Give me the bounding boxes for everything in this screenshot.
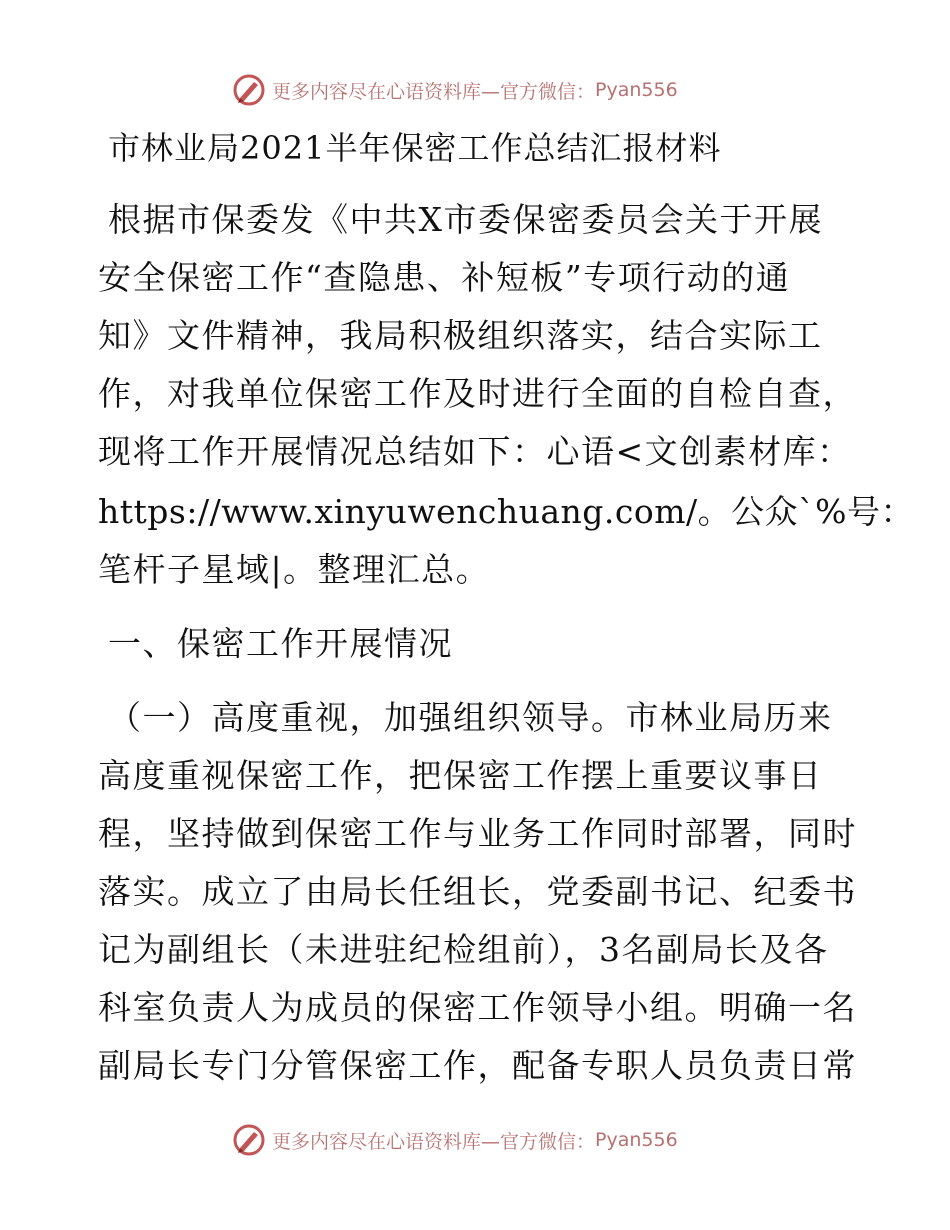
banner-wechat-id: Pyan556 bbox=[595, 79, 678, 101]
section1-line-5: 记为副组长（未进驻纪检组前），3名副局长及各 bbox=[98, 930, 829, 969]
document-title: 市林业局2021半年保密工作总结汇报材料 bbox=[108, 129, 722, 167]
header-watermark-banner bbox=[232, 70, 678, 110]
section-heading: 一、保密工作开展情况 bbox=[108, 624, 453, 663]
banner-wechat-id: Pyan556 bbox=[595, 1129, 678, 1151]
section1-line-3: 程，坚持做到保密工作与业务工作同时部署，同时 bbox=[98, 814, 857, 853]
intro-line-5: 现将工作开展情况总结如下：心语<文创素材库： bbox=[98, 432, 852, 471]
footer-watermark-banner bbox=[232, 1120, 678, 1160]
section1-line-6: 科室负责人为成员的保密工作领导小组。明确一名 bbox=[98, 988, 857, 1027]
intro-line-4: 作，对我单位保密工作及时进行全面的自检自查， bbox=[98, 374, 857, 413]
intro-line-3: 知》文件精神，我局积极组织落实，结合实际工 bbox=[98, 316, 823, 355]
banner-text: 更多内容尽在心语资料库—官方微信： bbox=[272, 1130, 596, 1153]
section1-line-7: 副局长专门分管保密工作，配备专职人员负责日常 bbox=[98, 1046, 857, 1085]
intro-line-2: 安全保密工作“查隐患、补短板”专项行动的通 bbox=[98, 258, 791, 297]
pen-logo-icon bbox=[232, 1123, 266, 1157]
section1-line-2: 高度重视保密工作，把保密工作摆上重要议事日 bbox=[98, 756, 823, 795]
pen-logo-icon bbox=[232, 73, 266, 107]
intro-line-7: 笔杆子星域|。整理汇总。 bbox=[98, 550, 491, 589]
intro-line-1: 根据市保委发《中共X市委保密委员会关于开展 bbox=[108, 200, 823, 239]
section1-line-4: 落实。成立了由局长任组长，党委副书记、纪委书 bbox=[98, 872, 857, 911]
section1-line-1: （一）高度重视，加强组织领导。市林业局历来 bbox=[108, 698, 833, 737]
banner-text: 更多内容尽在心语资料库—官方微信： bbox=[272, 80, 596, 103]
intro-line-6: https://www.xinyuwenchuang.com/。公众`%号： bbox=[98, 492, 914, 531]
